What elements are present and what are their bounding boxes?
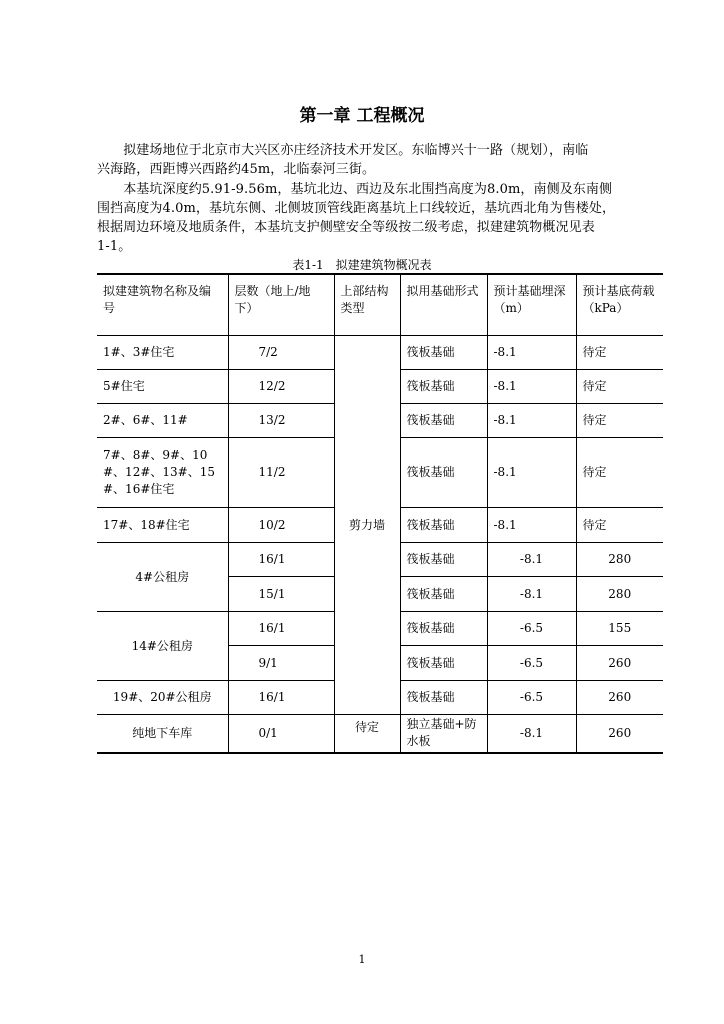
- foundation-cell: 筏板基础: [400, 646, 487, 681]
- load-cell: 155: [576, 612, 663, 646]
- foundation-cell: 筏板基础: [400, 508, 487, 543]
- foundation-cell: 筏板基础: [400, 438, 487, 508]
- building-name-cell: 5#住宅: [97, 370, 228, 404]
- paragraph-line: 本基坑深度约5.91-9.56m，基坑北边、西边及东北围挡高度为8.0m，南侧及东南侧: [97, 182, 613, 197]
- load-cell: 待定: [576, 508, 663, 543]
- chapter-title: 第一章 工程概况: [299, 106, 425, 126]
- building-name-cell: 19#、20#公租房: [97, 681, 228, 715]
- depth-cell: -8.1: [487, 438, 576, 508]
- load-cell: 280: [576, 577, 663, 612]
- depth-cell: -6.5: [487, 646, 576, 681]
- floors-cell: 12/2: [228, 370, 334, 404]
- header-cell: 层数（地上/地下）: [228, 274, 334, 336]
- header-cell: 拟建建筑物名称及编号: [97, 274, 228, 336]
- header-cell: 上部结构类型: [334, 274, 400, 336]
- floors-cell: 10/2: [228, 508, 334, 543]
- depth-cell: -8.1: [487, 715, 576, 753]
- depth-cell: -6.5: [487, 681, 576, 715]
- floors-cell: 15/1: [228, 577, 334, 612]
- header-cell: 拟用基础形式: [400, 274, 487, 336]
- building-name-cell: 7#、8#、9#、10#、12#、13#、15#、16#住宅: [97, 438, 228, 508]
- foundation-cell: 筏板基础: [400, 577, 487, 612]
- foundation-cell: 筏板基础: [400, 543, 487, 577]
- intro-paragraph-1: [97, 141, 665, 179]
- depth-cell: -8.1: [487, 404, 576, 438]
- table-header-row: [97, 274, 663, 336]
- load-cell: 260: [576, 646, 663, 681]
- paragraph-line: 围挡高度为4.0m，基坑东侧、北侧坡顶管线距离基坑上口线较近，基坑西北角为售楼处，: [97, 201, 616, 216]
- foundation-cell: 筏板基础: [400, 404, 487, 438]
- building-name-cell: 17#、18#住宅: [97, 508, 228, 543]
- depth-cell: -8.1: [487, 508, 576, 543]
- building-name-cell: 14#公租房: [97, 612, 228, 681]
- paragraph-line: 拟建场地位于北京市大兴区亦庄经济技术开发区。东临博兴十一路（规划），南临: [97, 143, 589, 158]
- load-cell: 待定: [576, 438, 663, 508]
- floors-cell: 11/2: [228, 438, 334, 508]
- floors-cell: 7/2: [228, 336, 334, 370]
- building-name-cell: 1#、3#住宅: [97, 336, 228, 370]
- load-cell: 260: [576, 681, 663, 715]
- floors-cell: 13/2: [228, 404, 334, 438]
- table-row: [97, 715, 663, 753]
- floors-cell: 16/1: [228, 681, 334, 715]
- building-name-cell: 纯地下车库: [97, 715, 228, 753]
- building-name-cell: 2#、6#、11#: [97, 404, 228, 438]
- structure-type-cell: 剪力墙: [334, 336, 400, 715]
- paragraph-line: 兴海路，西距博兴西路约45m，北临泰河三街。: [97, 162, 376, 177]
- load-cell: 待定: [576, 370, 663, 404]
- building-name-cell: 4#公租房: [97, 543, 228, 612]
- header-cell: 预计基底荷载（kPa）: [576, 274, 663, 336]
- paragraph-line: 1-1。: [97, 239, 132, 254]
- depth-cell: -8.1: [487, 577, 576, 612]
- load-cell: 待定: [576, 404, 663, 438]
- foundation-cell: 筏板基础: [400, 681, 487, 715]
- header-cell: 预计基础埋深（m）: [487, 274, 576, 336]
- load-cell: 待定: [576, 336, 663, 370]
- floors-cell: 0/1: [228, 715, 334, 753]
- intro-paragraph-2: [97, 180, 665, 256]
- floors-cell: 16/1: [228, 543, 334, 577]
- table-caption: 表1-1 拟建建筑物概况表: [292, 258, 432, 272]
- foundation-cell: 筏板基础: [400, 370, 487, 404]
- page-number: 1: [358, 953, 366, 966]
- floors-cell: 9/1: [228, 646, 334, 681]
- depth-cell: -6.5: [487, 612, 576, 646]
- depth-cell: -8.1: [487, 336, 576, 370]
- floors-cell: 16/1: [228, 612, 334, 646]
- load-cell: 260: [576, 715, 663, 753]
- foundation-cell: 筏板基础: [400, 336, 487, 370]
- depth-cell: -8.1: [487, 543, 576, 577]
- structure-type-cell: 待定: [334, 715, 400, 753]
- foundation-cell: 独立基础+防水板: [400, 715, 487, 753]
- foundation-cell: 筏板基础: [400, 612, 487, 646]
- paragraph-line: 根据周边环境及地质条件，本基坑支护侧壁安全等级按二级考虑，拟建建筑物概况见表: [97, 220, 595, 235]
- depth-cell: -8.1: [487, 370, 576, 404]
- load-cell: 280: [576, 543, 663, 577]
- table-row: [97, 336, 663, 370]
- building-overview-table: [97, 273, 663, 754]
